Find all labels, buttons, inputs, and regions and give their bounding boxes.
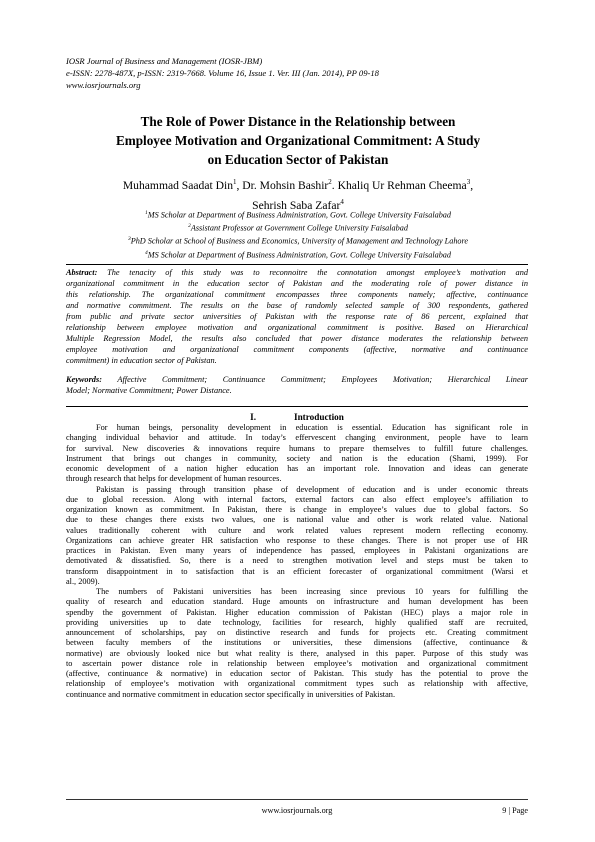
author-3: . Khaliq Ur Rehman Cheema [331, 178, 467, 192]
body-line: Pakistan is passing through transition phase of development of education and is under economic threats [96, 484, 528, 494]
abstract-text: The tenacity of this study was to reconnoitre the connotation amongst employee’s motivation and [97, 268, 528, 277]
title-line-3: on Education Sector of Pakistan [207, 152, 389, 167]
keywords-line [66, 374, 528, 385]
abstract-line [66, 267, 528, 278]
section-heading [66, 411, 528, 423]
body-line: changing individual behavior and attitude. In today’s effervescent changing environment, people have to learn [66, 433, 528, 443]
body-line: continuance and normative commitment in education sector specifically in universities of Pakistan. [66, 689, 396, 699]
affiliation-3-text: PhD Scholar at School of Business and Economics, University of Management and Technology Lahore [130, 237, 469, 247]
body-line: to ascertain power distance role in relationship between employee’s motivation and organizational commitment [66, 658, 528, 668]
abstract-line: Multiple Regression Model, the results also concluded that power distance moderates the relationship between [66, 334, 528, 343]
keywords-label: Keywords: [66, 375, 102, 384]
body-line: demotivated & dissatisfied. So, there is a need to strengthen motivation level and steps must be taken to [66, 556, 528, 566]
body-line: al., 2009). [66, 576, 100, 586]
body-line: announcement of scholarships, pay on distinctive research and funds for projects etc. Creating commitment [66, 628, 528, 637]
author-1-sup: 1 [233, 178, 237, 186]
author-4-sup: 4 [340, 197, 344, 206]
body-line: organization known as commitment. In Pakistan, there is change in employee’s values due to global factors. So [66, 505, 528, 514]
body-line: Instrument that brings out changes in community, society and nation is the education (Shami, 1999). For [66, 453, 528, 463]
affiliation-2 [66, 221, 530, 234]
abstract-bottom-rule [66, 406, 528, 407]
affiliation-3-sup: 3 [127, 236, 131, 243]
author-2-sup: 2 [328, 178, 332, 186]
paper-title [66, 112, 530, 169]
affiliation-3 [66, 234, 530, 247]
author-1: Muhammad Saadat Din [122, 178, 233, 192]
title-line-1: The Role of Power Distance in the Relationship between [140, 114, 456, 129]
section-title: Introduction [294, 412, 344, 422]
abstract-line: from public and private sector universities of Pakistan with the response rate of 86 percent, explained that [66, 312, 528, 321]
affiliation-list [66, 208, 530, 261]
abstract-line: and normative commitment. The results on the base of randomly selected sample of 300 respondents, gathered [66, 301, 528, 310]
body-line: values traditionally coherent with culture and work related values represent modern reflecting economy. [66, 525, 528, 535]
body-line: due to these changes there exists two values, one is national value and other is work related value. National [66, 515, 528, 525]
affiliation-4-sup: 4 [145, 249, 148, 256]
body-line: providing universities up to date technology, facilities for research, highly qualified staff are recruited, [66, 617, 528, 627]
abstract-line: relationship between employee motivation and organizational commitment is positive. Based on Hierarchical [66, 323, 528, 332]
abstract [66, 267, 528, 366]
body-line: for survival. New discoveries & innovations require humans to prepare themselves to fulfill future challenges. [66, 443, 528, 453]
body-line: The numbers of Pakistani universities has been increasing since previous 10 years for fulfilling the [96, 587, 528, 596]
abstract-top-rule [66, 264, 528, 265]
keywords-text: Affective Commitment; Continuance Commitment; Employees Motivation; Hierarchical Linear [101, 375, 528, 384]
body-line: quality of research and education standard. Huge amounts on infrastructure and human development has been [66, 597, 528, 607]
body-line: relationship of employee’s motivation with organizational commitment types such as relationship with affective, [66, 679, 528, 689]
journal-website[interactable]: www.iosrjournals.org [66, 80, 141, 90]
affiliation-4 [66, 248, 530, 261]
abstract-label: Abstract: [66, 268, 98, 277]
affiliation-1-text: MS Scholar at Department of Business Administration, Govt. College University Faisalabad [147, 210, 451, 220]
body-line: practices in Pakistan. Even many years of independence has passed, employees in Pakistani organizations are [66, 546, 528, 555]
affiliation-2-text: Assistant Professor at Government College University Faisalabad [190, 223, 408, 233]
body-text [66, 423, 528, 700]
title-line-2: Employee Motivation and Organizational Commitment: A Study [115, 133, 481, 148]
body-line: normative) are obviously looked nice but what reality is there, analysed in this paper. Purpose of this study was [66, 648, 528, 658]
body-line: between faculty members of the institutions or universities, these dimensions (affective, continuance & [66, 638, 528, 648]
author-3-tail: , [470, 178, 474, 192]
journal-header [66, 55, 536, 91]
body-line: spendby the government of Pakistan. Higher education commission of Pakistan (HEC) plays a major role in [66, 607, 528, 617]
footer-website[interactable]: www.iosrjournals.org [261, 806, 333, 815]
author-2: , Dr. Mohsin Bashir [236, 178, 329, 192]
abstract-line: commitment) in education sector of Pakistan. [66, 356, 217, 365]
journal-name: IOSR Journal of Business and Management (IOSR-JBM) [66, 56, 263, 66]
author-3-sup: 3 [466, 178, 471, 186]
affiliation-4-text: MS Scholar at Department of Business Administration, Govt. College University Faisalabad [147, 250, 451, 260]
body-line: Organizations can achieve greater HR satisfaction who response to these changes. There is not proper use of HR [66, 535, 528, 545]
body-line: due to global recession. Along with internal factors, external factors can also effect employee’s affiliation to [66, 494, 528, 504]
affiliation-2-sup: 2 [188, 223, 191, 230]
author-line-1 [66, 174, 530, 194]
keywords-line: Model; Normative Commitment; Power Distance. [66, 386, 232, 395]
page-number: 9 | Page [502, 806, 528, 815]
affiliation-1-sup: 1 [145, 210, 148, 216]
footer-rule [66, 799, 528, 800]
author-4: Sehrish Saba Zafar [252, 198, 341, 212]
abstract-line: organizational commitment in the education sector of Pakistan and the moderating role of power distance in [66, 279, 528, 288]
section-number: I. [250, 412, 256, 422]
keywords [66, 374, 528, 396]
body-line: through research that helps for development of human resources. [66, 474, 282, 484]
body-line: (affective, continuance & normative) in education sector of Pakistan. This study has the potential to prove the [66, 669, 528, 678]
abstract-line: this relationship. The organizational commitment encompasses three components namely; affective, continuance [66, 290, 528, 299]
body-line: economic development of a nation higher education has an important role. Innovation and ideas can generate [66, 464, 528, 473]
affiliation-1 [66, 208, 530, 221]
journal-issn: e-ISSN: 2278-487X, p-ISSN: 2319-7668. Volume 16, Issue 1. Ver. III (Jan. 2014), PP 09-18 [66, 68, 379, 78]
abstract-line: employee motivation and organizational commitment components (affective, normative and continuance [66, 345, 528, 354]
body-line: transform disappointment in to satisfaction that is an efficient forecaster of organizational commitment (Warsi et [66, 566, 528, 576]
body-line: For human beings, personality development in education is essential. Education has significant role in [96, 423, 528, 432]
